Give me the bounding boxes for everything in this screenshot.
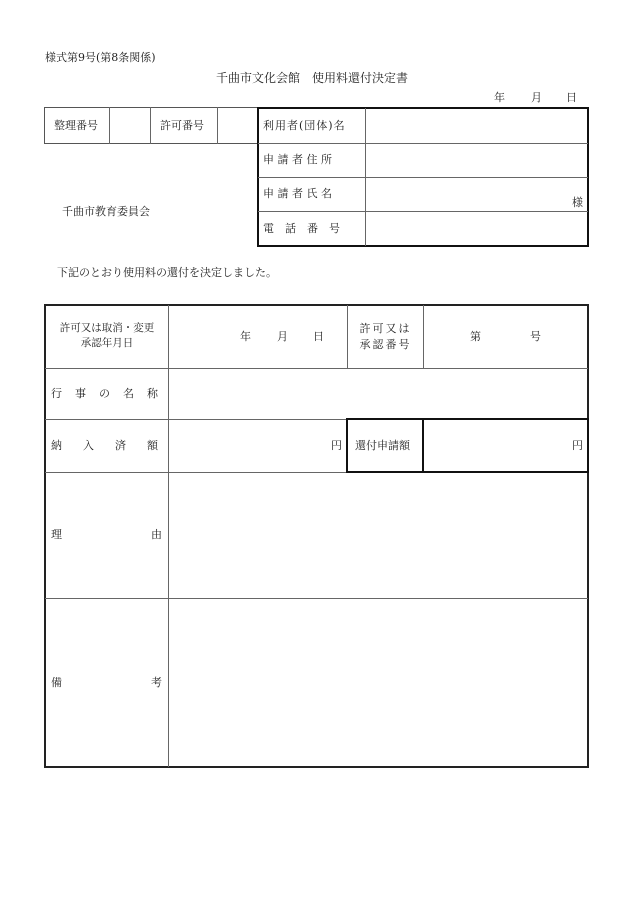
seiri-number-field[interactable] (110, 108, 150, 143)
refund-yen: 円 (572, 439, 583, 452)
form-number: 様式第9号(第8条関係) (45, 51, 156, 64)
approval-number-field[interactable] (424, 305, 588, 368)
approval-date-day: 日 (313, 330, 324, 343)
paid-amount-field[interactable] (169, 420, 346, 472)
event-name-label: 行 事 の 名 称 (51, 387, 159, 400)
approval-number-prefix: 第 (470, 330, 481, 343)
phone-field[interactable] (366, 212, 587, 245)
phone-label: 電 話 番 号 (263, 222, 340, 235)
approval-number-label-line2: 承認番号 (359, 337, 412, 351)
date-month: 月 (531, 91, 542, 104)
applicant-name-field[interactable] (366, 178, 587, 211)
remarks-label-2: 考 (151, 676, 162, 689)
approval-date-year: 年 (240, 330, 251, 343)
seiri-number-label: 整理番号 (54, 119, 98, 132)
address-label: 申 請 者 住 所 (263, 153, 332, 166)
paid-yen: 円 (331, 439, 342, 452)
approval-number-label-line1: 許可又は (359, 322, 412, 335)
name-suffix: 様 (572, 196, 583, 209)
intro-text: 下記のとおり使用料の還付を決定しました。 (57, 266, 277, 279)
reason-label-2: 由 (151, 528, 162, 541)
kyoka-number-field[interactable] (218, 108, 257, 143)
applicant-name-label: 申 請 者 氏 名 (263, 187, 332, 200)
date-year: 年 (494, 91, 505, 104)
reason-field[interactable] (169, 473, 588, 598)
approval-date-month: 月 (277, 330, 288, 343)
issuer: 千曲市教育委員会 (62, 205, 150, 218)
page-title: 千曲市文化会館 使用料還付決定書 (216, 71, 409, 85)
approval-number-label (348, 321, 423, 353)
event-name-field[interactable] (169, 369, 588, 419)
remarks-label-1: 備 (51, 676, 62, 689)
refund-amount-field[interactable] (422, 418, 589, 473)
refund-amount-label: 還付申請額 (355, 439, 410, 452)
remarks-field[interactable] (169, 599, 588, 766)
date-day: 日 (566, 91, 577, 104)
user-name-label: 利用者(団体)名 (263, 119, 346, 132)
user-name-field[interactable] (366, 108, 587, 143)
paid-amount-label: 納 入 済 額 (51, 439, 163, 452)
approval-number-suffix: 号 (530, 330, 541, 343)
reason-label-1: 理 (51, 528, 62, 541)
address-field[interactable] (366, 144, 587, 177)
approval-date-label-line1: 許可又は取消・変更 (59, 322, 155, 334)
approval-date-label (46, 321, 168, 351)
approval-date-label-line2: 承認年月日 (80, 337, 134, 350)
kyoka-number-label: 許可番号 (160, 119, 204, 132)
